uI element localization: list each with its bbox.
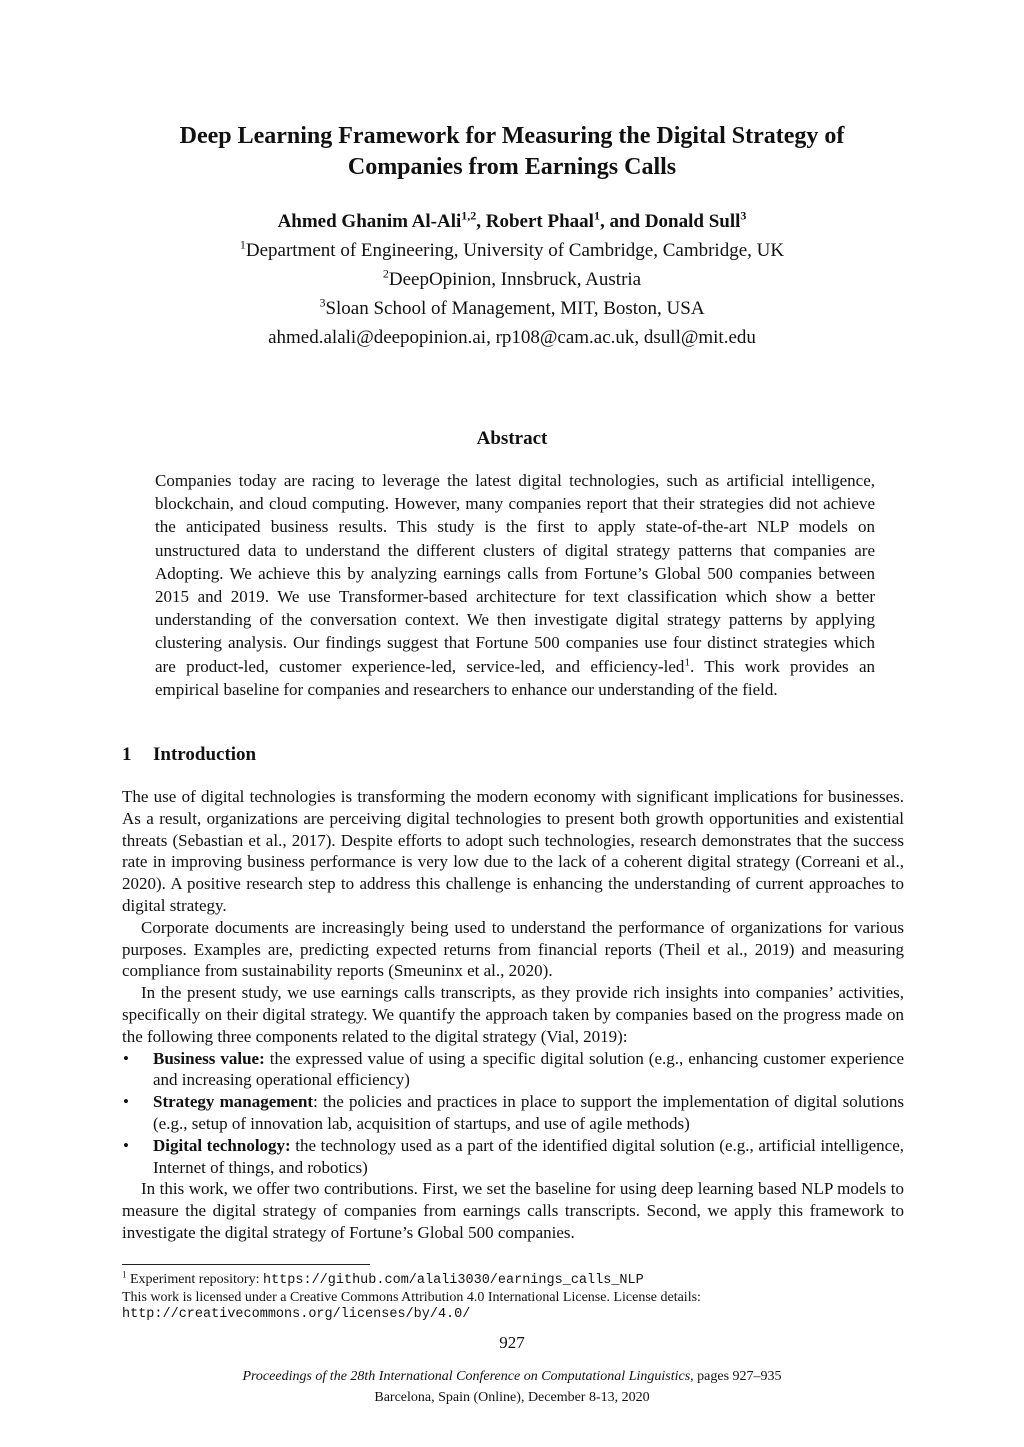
list-item: • Business value: the expressed value of using a specific digital solution (e.g., enhancing customer experience and increasing operational efficiency) [123,1048,904,1090]
footnotes [122,1271,904,1323]
title-line-1: Deep Learning Framework for Measuring the Digital Strategy of [179,123,845,149]
location-date: Barcelona, Spain (Online), December 8-13, 2020 [374,1390,650,1405]
bullet-icon: • [123,1135,129,1155]
affiliation-1: $^1$Department of Engineering, University of Cambridge, Cambridge, UK [239,237,785,261]
bullet-icon: • [123,1092,129,1112]
footnote-divider [122,1264,370,1265]
footnote-1: $^1$ Experiment repository: https://github.com/alali3030/earnings_calls_NLP [122,1269,644,1288]
affiliation-2: $^2$DeepOpinion, Innsbruck, Austria [382,266,642,290]
author-emails: ahmed.alali@deepopinion.ai, rp108@cam.ac.uk, dsull@mit.edu [268,327,756,348]
intro-paragraph-3: In the present study, we use earnings calls transcripts, as they provide rich insights into companies’ activities, specifically on their digital strategy. We quantify the approach taken by companies based on the progress made on the following three components related to the digital strategy (Vial, 2019): [122,983,904,1046]
list-item: • Strategy management: the policies and practices in place to support the implementation of digital solutions (e.g., setup of innovation lab, acquisition of startups, and use of agile methods) [123,1092,904,1133]
author-block [100,207,924,352]
license-note: This work is licensed under a Creative Commons Attribution 4.0 International License. License details: [122,1290,701,1305]
bullet-icon: • [123,1048,129,1068]
abstract-text: Companies today are racing to leverage the latest digital technologies, such as artificial intelligence, blockchain, and cloud computing. However, many companies report that their strategies did not achieve the anticipated business results. This study is the first to apply state-of-the-art NLP models on unstructured data to understand the different clusters of digital strategy patterns that companies are Adopting. We achieve this by analyzing earnings calls from Fortune’s Global 500 companies between 2015 and 2019. We use Transformer-based architecture for text classification which show a better understanding of the conversation context. We then investigate digital strategy patterns by applying clustering analysis. Our findings suggest that Fortune 500 companies use four distinct strategies which are product-led, customer experience-led, service-led, and efficiency-led$^1$. This work provides an empirical baseline for companies and researchers to enhance our understanding of the field. [155,471,875,699]
intro-paragraph-2: Corporate documents are increasingly being used to understand the performance of organizations for various purposes. Examples are, predicting expected returns from financial reports (Theil et al., 2019) and measuring compliance from sustainability reports (Smeuninx et al., 2020). [122,917,904,981]
author-names: Ahmed Ghanim Al-Ali$^{1,2}$, Robert Phaal$^1$, and Donald Sull$^3$ [277,208,747,232]
affiliation-3: $^3$Sloan School of Management, MIT, Boston, USA [319,295,705,319]
intro-paragraph-4: In this work, we offer two contributions. First, we set the baseline for using deep learning based NLP models to measure the digital strategy of companies from earnings calls transcripts. Second, we apply this framework to investigate the digital strategy of Fortune’s Global 500 companies. [122,1179,904,1242]
page-number: 927 [499,1333,525,1352]
title-line-2: Companies from Earnings Calls [347,154,677,180]
section-heading-introduction: 1 Introduction [122,744,257,765]
venue: Proceedings of the 28th International Conference on Computational Linguistics [242,1369,691,1384]
component-list [122,1048,904,1179]
list-item: • Digital technology: the technology used as a part of the identified digital solution (e.g., artificial intelligence, Internet of things, and robotics) [123,1135,904,1177]
intro-paragraph-1: The use of digital technologies is transforming the modern economy with significant implications for businesses. As a result, organizations are perceiving digital technologies to present both growth opportunities and existential threats (Sebastian et al., 2017). Despite efforts to adopt such technologies, research demonstrates that the success rate in improving business performance is very low due to the lack of a coherent digital strategy (Correani et al., 2020). A positive research step to address this challenge is enhancing the understanding of current approaches to digital strategy. [122,787,904,915]
footnote-marker: 1 [684,655,690,668]
repository-link[interactable]: https://github.com/alali3030/earnings_calls_NLP [262,1273,644,1288]
proceedings-footer: Proceedings of the 28th International Conference on Computational Linguistics, pages 927–935 Barcelona, Spain (Online), December 8-13, 2020 [100,1366,924,1408]
paper-title [100,121,924,183]
abstract-heading: Abstract [476,428,548,449]
license-link[interactable]: http://creativecommons.org/licenses/by/4.0/ [122,1307,471,1322]
introduction-body [122,786,904,1244]
